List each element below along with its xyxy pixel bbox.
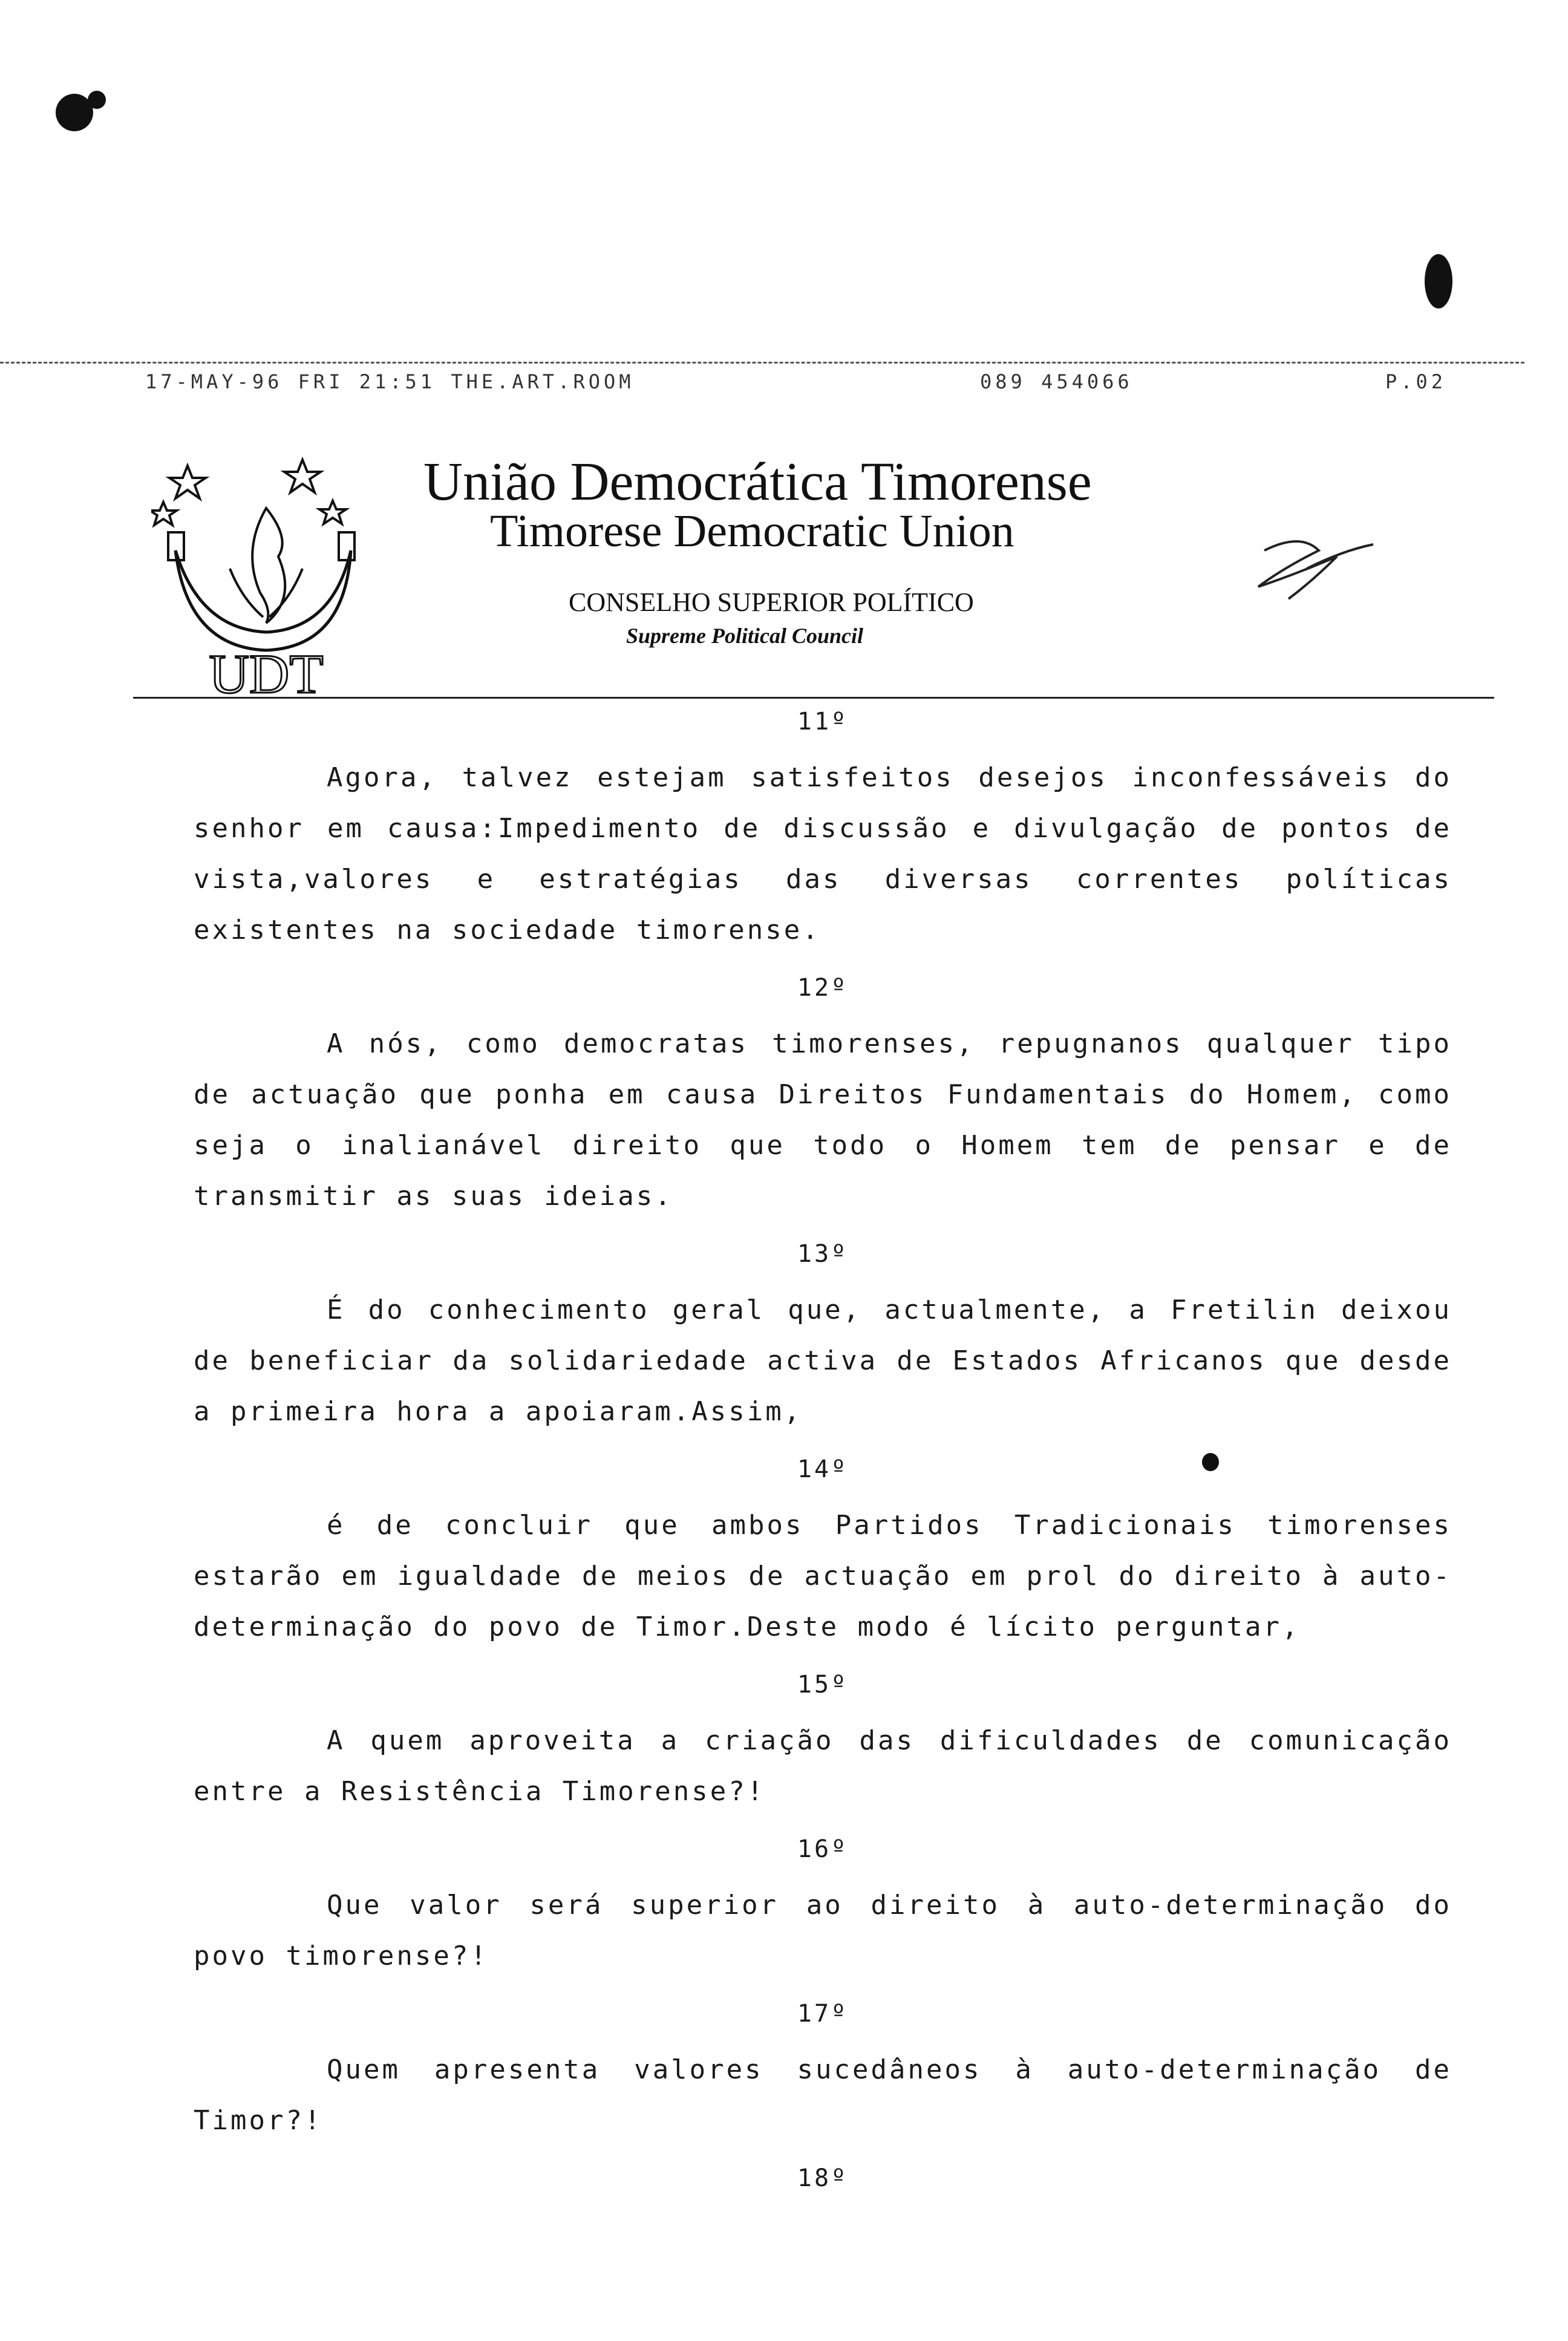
crescent-icon [175,550,351,650]
logo-lettering: UDT [209,643,324,702]
fax-dashed-rule [0,362,1524,364]
ink-blot [1425,254,1452,309]
section-number: 14º [797,1455,849,1483]
tower-icon [339,532,354,560]
section [194,2164,1452,2192]
fax-page-number: P.02 [1385,370,1447,393]
section-number: 17º [797,2000,849,2028]
document-body [194,702,1452,2209]
section [194,1455,1452,1653]
section-number: 15º [797,1671,849,1699]
organization-subtitle: Timorese Democratic Union [490,506,1014,557]
signature-scribble [1246,532,1379,605]
section [194,2000,1452,2146]
council-name-english: Supreme Political Council [626,624,864,648]
section-number: 18º [797,2164,849,2192]
fax-date-line: 17-MAY-96 FRI 21:51 THE.ART.ROOM [145,370,635,393]
section-paragraph: Que valor será superior ao direito à auto-determinação do povo timorense?! [194,1890,1452,1971]
udt-logo [151,448,381,702]
section-paragraph: Quem apresenta valores sucedâneos à auto-determinação de Timor?! [194,2054,1452,2136]
section-paragraph: é de concluir que ambos Partidos Tradicionais timorenses estarão em igualdade de meios de actuação em prol do direito à auto-determinação do povo de Timor.Deste modo é lícito perguntar, [194,1510,1452,1642]
star-icon [284,460,321,492]
council-name: CONSELHO SUPERIOR POLÍTICO [569,587,974,617]
section-paragraph: É do conhecimento geral que, actualmente, a Fretilin deixou de beneficiar da solidariedade activa de Estados Africanos que desde a primeira hora a apoiaram.Assim, [194,1295,1452,1427]
section-paragraph: A quem aproveita a criação das dificuldades de comunicação entre a Resistência Timorense?! [194,1725,1452,1807]
section [194,1240,1452,1437]
organization-title: União Democrática Timorense [423,452,1092,512]
section-number: 11º [797,708,849,736]
ink-blot [88,91,106,109]
fax-phone: 089 454066 [980,370,1133,393]
section [194,1671,1452,1817]
section-paragraph: A nós, como democratas timorenses, repugnanos qualquer tipo de actuação que ponha em causa Direitos Fundamentais do Homem, como seja o inalianável direito que todo o Homem tem de pensar e de transmitir as suas ideias. [194,1028,1452,1212]
star-icon [151,502,177,525]
section [194,708,1452,956]
fax-header [0,370,1524,400]
section-paragraph: Agora, talvez estejam satisfeitos desejos inconfessáveis do senhor em causa:Impedimento de discussão e divulgação de pontos de vista,valores e estratégias das diversas correntes políticas existentes na sociedade timorense. [194,762,1452,945]
letterhead-rule [133,697,1494,699]
star-icon [169,466,206,498]
section-number: 13º [797,1240,849,1268]
section [194,1835,1452,1982]
section-number: 12º [797,974,849,1002]
section-number: 16º [797,1835,849,1863]
star-icon [319,501,346,524]
section [194,974,1452,1222]
